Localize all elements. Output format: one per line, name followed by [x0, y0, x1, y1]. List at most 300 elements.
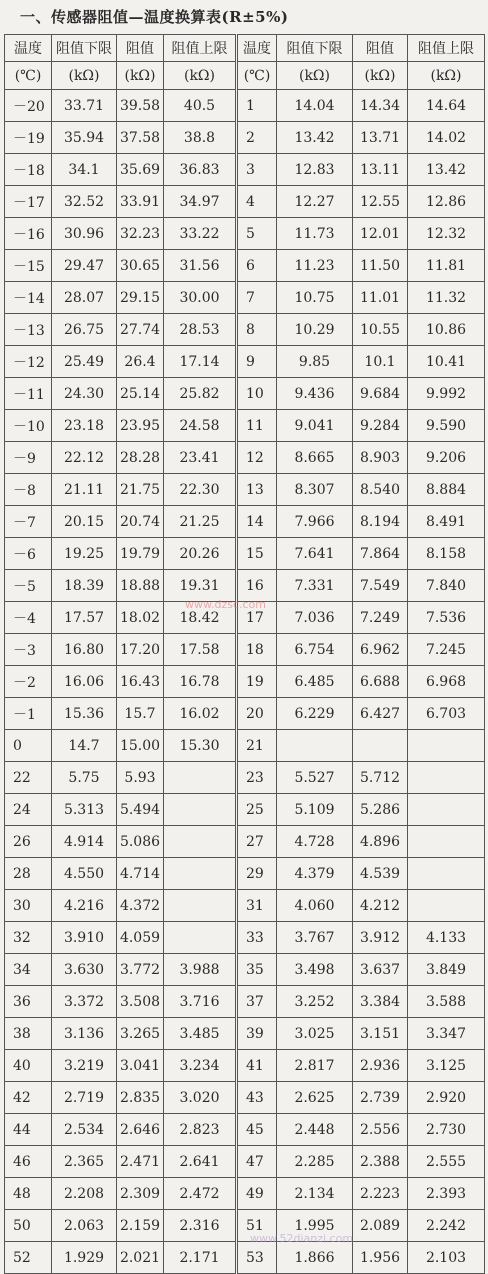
resistance-cell: 23.95	[117, 410, 164, 442]
resistance-cell: 16.06	[52, 666, 117, 698]
resistance-cell	[164, 826, 237, 858]
temperature-cell: 33	[237, 922, 277, 954]
resistance-cell	[164, 858, 237, 890]
resistance-cell: 17.58	[164, 634, 237, 666]
resistance-cell: 2.309	[117, 1178, 164, 1210]
header-row-labels	[5, 35, 485, 62]
table-row	[5, 634, 485, 666]
resistance-cell: 2.223	[353, 1178, 408, 1210]
resistance-cell: 3.020	[164, 1082, 237, 1114]
resistance-cell: 34.1	[52, 154, 117, 186]
temperature-cell: －18	[5, 154, 52, 186]
watermark: www.dzsc.com	[185, 598, 267, 611]
resistance-cell: 1.956	[353, 1242, 408, 1274]
table-row	[5, 442, 485, 474]
resistance-cell: 24.58	[164, 410, 237, 442]
resistance-cell: 5.712	[353, 762, 408, 794]
resistance-cell: 12.01	[353, 218, 408, 250]
resistance-cell: 31.56	[164, 250, 237, 282]
temperature-cell: 13	[237, 474, 277, 506]
resistance-cell: 29.15	[117, 282, 164, 314]
resistance-cell: 2.646	[117, 1114, 164, 1146]
resistance-cell: 4.133	[408, 922, 485, 954]
table-row	[5, 154, 485, 186]
table-row	[5, 1018, 485, 1050]
table-row	[5, 1082, 485, 1114]
table-row	[5, 410, 485, 442]
resistance-cell: 7.966	[277, 506, 353, 538]
resistance-cell: 30.00	[164, 282, 237, 314]
resistance-cell: 33.22	[164, 218, 237, 250]
resistance-cell: 7.864	[353, 538, 408, 570]
table-row	[5, 218, 485, 250]
resistance-cell: 6.703	[408, 698, 485, 730]
resistance-cell: 3.767	[277, 922, 353, 954]
resistance-cell: 35.94	[52, 122, 117, 154]
temperature-cell: 5	[237, 218, 277, 250]
resistance-cell: 32.52	[52, 186, 117, 218]
resistance-cell: 10.75	[277, 282, 353, 314]
resistance-cell: 9.284	[353, 410, 408, 442]
table-row	[5, 794, 485, 826]
resistance-cell	[353, 730, 408, 762]
resistance-cell: 4.060	[277, 890, 353, 922]
resistance-cell: 40.5	[164, 90, 237, 122]
table-row	[5, 282, 485, 314]
resistance-cell: 39.58	[117, 90, 164, 122]
resistance-cell: 6.229	[277, 698, 353, 730]
table-row	[5, 186, 485, 218]
resistance-cell: 1.995	[277, 1210, 353, 1242]
resistance-cell: 3.508	[117, 986, 164, 1018]
header-cell: 阻值上限	[164, 35, 237, 62]
resistance-cell: 2.739	[353, 1082, 408, 1114]
table-row	[5, 250, 485, 282]
resistance-cell: 3.498	[277, 954, 353, 986]
resistance-cell: 7.536	[408, 602, 485, 634]
resistance-cell: 6.427	[353, 698, 408, 730]
resistance-cell: 3.151	[353, 1018, 408, 1050]
temperature-cell: 12	[237, 442, 277, 474]
resistance-cell: 3.912	[353, 922, 408, 954]
resistance-cell: 2.730	[408, 1114, 485, 1146]
resistance-cell: 4.550	[52, 858, 117, 890]
table-row	[5, 314, 485, 346]
resistance-cell: 2.936	[353, 1050, 408, 1082]
temperature-cell: 14	[237, 506, 277, 538]
temperature-cell: －1	[5, 698, 52, 730]
table-row	[5, 538, 485, 570]
resistance-cell: 9.992	[408, 378, 485, 410]
temperature-cell: 10	[237, 378, 277, 410]
resistance-cell	[408, 826, 485, 858]
resistance-cell	[164, 890, 237, 922]
header-cell: 温度	[237, 35, 277, 62]
temperature-cell: 28	[5, 858, 52, 890]
resistance-cell: 10.1	[353, 346, 408, 378]
resistance-cell: 11.73	[277, 218, 353, 250]
resistance-cell: 6.962	[353, 634, 408, 666]
resistance-cell: 3.025	[277, 1018, 353, 1050]
resistance-cell: 29.47	[52, 250, 117, 282]
resistance-cell: 16.02	[164, 698, 237, 730]
resistance-cell: 8.307	[277, 474, 353, 506]
resistance-cell: 9.590	[408, 410, 485, 442]
resistance-cell: 17.57	[52, 602, 117, 634]
temperature-cell: 19	[237, 666, 277, 698]
resistance-cell: 25.14	[117, 378, 164, 410]
temperature-cell: 31	[237, 890, 277, 922]
resistance-cell: 14.34	[353, 90, 408, 122]
resistance-cell: 8.491	[408, 506, 485, 538]
table-row	[5, 986, 485, 1018]
resistance-cell: 2.171	[164, 1242, 237, 1274]
temperature-cell: －20	[5, 90, 52, 122]
resistance-cell: 3.265	[117, 1018, 164, 1050]
temperature-cell: 42	[5, 1082, 52, 1114]
resistance-cell: 32.23	[117, 218, 164, 250]
resistance-cell: 9.684	[353, 378, 408, 410]
temperature-cell: －19	[5, 122, 52, 154]
header-cell: 温度	[5, 35, 52, 62]
temperature-cell: 36	[5, 986, 52, 1018]
resistance-cell: 3.372	[52, 986, 117, 1018]
resistance-cell: 16.80	[52, 634, 117, 666]
temperature-cell: 11	[237, 410, 277, 442]
resistance-cell: 10.41	[408, 346, 485, 378]
resistance-cell: 35.69	[117, 154, 164, 186]
table-row	[5, 666, 485, 698]
resistance-cell	[164, 794, 237, 826]
header-unit-cell: (kΩ)	[164, 62, 237, 90]
temperature-cell: －5	[5, 570, 52, 602]
resistance-cell: 13.42	[277, 122, 353, 154]
resistance-cell: 24.30	[52, 378, 117, 410]
temperature-cell: 26	[5, 826, 52, 858]
footer-watermark: www.52dianzi.com	[250, 1232, 354, 1245]
temperature-cell: 7	[237, 282, 277, 314]
header-unit-cell: (kΩ)	[277, 62, 353, 90]
resistance-cell: 3.988	[164, 954, 237, 986]
resistance-cell: 2.134	[277, 1178, 353, 1210]
resistance-cell: 3.234	[164, 1050, 237, 1082]
resistance-cell	[164, 762, 237, 794]
resistance-cell: 12.27	[277, 186, 353, 218]
resistance-cell	[408, 890, 485, 922]
resistance-cell: 10.29	[277, 314, 353, 346]
temperature-cell: －17	[5, 186, 52, 218]
resistance-cell	[164, 922, 237, 954]
resistance-cell: 3.347	[408, 1018, 485, 1050]
resistance-cell: 12.55	[353, 186, 408, 218]
resistance-cell: 2.159	[117, 1210, 164, 1242]
resistance-cell: 5.75	[52, 762, 117, 794]
temperature-cell: 0	[5, 730, 52, 762]
resistance-cell: 27.74	[117, 314, 164, 346]
resistance-cell: 14.04	[277, 90, 353, 122]
header-row-units	[5, 62, 485, 90]
resistance-cell: 8.158	[408, 538, 485, 570]
temperature-cell: 51	[237, 1210, 277, 1242]
temperature-cell: －10	[5, 410, 52, 442]
resistance-cell: 30.96	[52, 218, 117, 250]
resistance-cell: 13.71	[353, 122, 408, 154]
resistance-cell: 2.393	[408, 1178, 485, 1210]
temperature-cell: －16	[5, 218, 52, 250]
header-cell: 阻值下限	[52, 35, 117, 62]
resistance-cell: 2.555	[408, 1146, 485, 1178]
resistance-cell: 2.285	[277, 1146, 353, 1178]
temperature-cell: 4	[237, 186, 277, 218]
table-row	[5, 762, 485, 794]
temperature-cell: 44	[5, 1114, 52, 1146]
resistance-cell: 25.49	[52, 346, 117, 378]
resistance-cell: 33.91	[117, 186, 164, 218]
resistance-cell: 2.641	[164, 1146, 237, 1178]
temperature-cell: 9	[237, 346, 277, 378]
resistance-cell: 4.379	[277, 858, 353, 890]
temperature-cell: 15	[237, 538, 277, 570]
temperature-cell: －7	[5, 506, 52, 538]
resistance-cell: 11.50	[353, 250, 408, 282]
resistance-cell: 10.55	[353, 314, 408, 346]
temperature-cell: 38	[5, 1018, 52, 1050]
header-unit-cell: (℃)	[237, 62, 277, 90]
resistance-cell: 2.089	[353, 1210, 408, 1242]
resistance-cell	[408, 794, 485, 826]
resistance-cell: 12.32	[408, 218, 485, 250]
table-row	[5, 1114, 485, 1146]
temperature-cell: 52	[5, 1242, 52, 1274]
resistance-cell: 21.25	[164, 506, 237, 538]
resistance-cell: 26.75	[52, 314, 117, 346]
resistance-cell: 2.365	[52, 1146, 117, 1178]
resistance-cell	[408, 858, 485, 890]
temperature-cell: 48	[5, 1178, 52, 1210]
temperature-cell: 46	[5, 1146, 52, 1178]
resistance-cell: 19.31	[164, 570, 237, 602]
resistance-cell: 11.23	[277, 250, 353, 282]
resistance-cell: 18.02	[117, 602, 164, 634]
table-row	[5, 570, 485, 602]
resistance-cell: 8.884	[408, 474, 485, 506]
resistance-cell: 28.28	[117, 442, 164, 474]
resistance-cell: 7.249	[353, 602, 408, 634]
table-row	[5, 1146, 485, 1178]
resistance-cell: 4.216	[52, 890, 117, 922]
resistance-cell: 5.086	[117, 826, 164, 858]
table-row	[5, 1242, 485, 1274]
table-row	[5, 122, 485, 154]
table-row	[5, 90, 485, 122]
resistance-cell: 20.15	[52, 506, 117, 538]
resistance-cell: 36.83	[164, 154, 237, 186]
resistance-cell: 3.252	[277, 986, 353, 1018]
resistance-cell: 20.26	[164, 538, 237, 570]
temperature-cell: －14	[5, 282, 52, 314]
table-row	[5, 698, 485, 730]
resistance-cell: 23.41	[164, 442, 237, 474]
resistance-cell: 2.823	[164, 1114, 237, 1146]
header-unit-cell: (kΩ)	[117, 62, 164, 90]
table-row	[5, 474, 485, 506]
temperature-cell: 30	[5, 890, 52, 922]
table-row	[5, 1210, 485, 1242]
resistance-cell: 7.641	[277, 538, 353, 570]
resistance-cell: 10.86	[408, 314, 485, 346]
temperature-cell: 16	[237, 570, 277, 602]
temperature-cell: －6	[5, 538, 52, 570]
header-cell: 阻值	[353, 35, 408, 62]
header-cell: 阻值	[117, 35, 164, 62]
resistance-cell: 3.910	[52, 922, 117, 954]
resistance-cell: 28.53	[164, 314, 237, 346]
resistance-cell: 16.78	[164, 666, 237, 698]
resistance-cell: 22.12	[52, 442, 117, 474]
resistance-cell: 4.728	[277, 826, 353, 858]
temperature-cell: 35	[237, 954, 277, 986]
resistance-cell: 6.754	[277, 634, 353, 666]
resistance-cell: 3.630	[52, 954, 117, 986]
resistance-cell: 18.42	[164, 602, 237, 634]
resistance-cell: 3.384	[353, 986, 408, 1018]
resistance-cell: 14.7	[52, 730, 117, 762]
resistance-cell: 9.041	[277, 410, 353, 442]
resistance-cell: 6.968	[408, 666, 485, 698]
table-row	[5, 890, 485, 922]
temperature-cell: －9	[5, 442, 52, 474]
resistance-cell: 7.036	[277, 602, 353, 634]
resistance-cell: 30.65	[117, 250, 164, 282]
temperature-cell: 6	[237, 250, 277, 282]
resistance-cell: 15.30	[164, 730, 237, 762]
temperature-cell: 3	[237, 154, 277, 186]
temperature-cell: 2	[237, 122, 277, 154]
resistance-cell: 3.772	[117, 954, 164, 986]
temperature-cell: 1	[237, 90, 277, 122]
resistance-cell: 5.286	[353, 794, 408, 826]
resistance-cell: 3.219	[52, 1050, 117, 1082]
table-row	[5, 954, 485, 986]
header-cell: 阻值上限	[408, 35, 485, 62]
table-row	[5, 1178, 485, 1210]
temperature-cell: －2	[5, 666, 52, 698]
resistance-cell: 28.07	[52, 282, 117, 314]
resistance-cell: 3.588	[408, 986, 485, 1018]
table-row	[5, 378, 485, 410]
resistance-cell: 1.929	[52, 1242, 117, 1274]
temperature-cell: 20	[237, 698, 277, 730]
temperature-cell: 50	[5, 1210, 52, 1242]
temperature-cell: 43	[237, 1082, 277, 1114]
resistance-cell: 2.103	[408, 1242, 485, 1274]
resistance-cell: 9.206	[408, 442, 485, 474]
resistance-cell: 5.313	[52, 794, 117, 826]
resistance-cell	[408, 762, 485, 794]
resistance-cell: 2.471	[117, 1146, 164, 1178]
resistance-cell: 2.208	[52, 1178, 117, 1210]
resistance-cell: 5.527	[277, 762, 353, 794]
resistance-cell: 5.93	[117, 762, 164, 794]
table-row	[5, 858, 485, 890]
resistance-cell: 2.448	[277, 1114, 353, 1146]
temperature-cell: 39	[237, 1018, 277, 1050]
resistance-cell: 3.637	[353, 954, 408, 986]
table-row	[5, 506, 485, 538]
resistance-cell: 14.64	[408, 90, 485, 122]
resistance-cell: 33.71	[52, 90, 117, 122]
resistance-cell: 4.059	[117, 922, 164, 954]
page-title: 一、传感器阻值—温度换算表(R±5%)	[20, 8, 289, 26]
table-row	[5, 730, 485, 762]
resistance-cell: 4.539	[353, 858, 408, 890]
resistance-cell: 25.82	[164, 378, 237, 410]
temperature-cell: 18	[237, 634, 277, 666]
temperature-cell: 22	[5, 762, 52, 794]
resistance-cell: 2.719	[52, 1082, 117, 1114]
header-unit-cell: (℃)	[5, 62, 52, 90]
temperature-cell: －12	[5, 346, 52, 378]
resistance-cell: 17.14	[164, 346, 237, 378]
resistance-cell: 2.316	[164, 1210, 237, 1242]
table-row	[5, 346, 485, 378]
resistance-cell: 7.549	[353, 570, 408, 602]
resistance-cell: 12.83	[277, 154, 353, 186]
resistance-cell: 5.494	[117, 794, 164, 826]
resistance-cell: 7.840	[408, 570, 485, 602]
resistance-cell: 4.896	[353, 826, 408, 858]
resistance-cell: 21.11	[52, 474, 117, 506]
resistance-cell: 23.18	[52, 410, 117, 442]
resistance-cell: 3.716	[164, 986, 237, 1018]
resistance-cell: 11.32	[408, 282, 485, 314]
temperature-cell: 23	[237, 762, 277, 794]
temperature-cell: 37	[237, 986, 277, 1018]
resistance-cell: 4.714	[117, 858, 164, 890]
resistance-cell: 20.74	[117, 506, 164, 538]
temperature-cell: －13	[5, 314, 52, 346]
temperature-cell: －4	[5, 602, 52, 634]
table-row	[5, 826, 485, 858]
table-row	[5, 922, 485, 954]
temperature-cell: 53	[237, 1242, 277, 1274]
resistance-temperature-table	[4, 34, 485, 1274]
temperature-cell: 49	[237, 1178, 277, 1210]
resistance-cell: 22.30	[164, 474, 237, 506]
resistance-cell: 2.472	[164, 1178, 237, 1210]
resistance-cell: 11.81	[408, 250, 485, 282]
temperature-cell: 27	[237, 826, 277, 858]
resistance-cell: 15.00	[117, 730, 164, 762]
header-unit-cell: (kΩ)	[52, 62, 117, 90]
temperature-cell: 41	[237, 1050, 277, 1082]
resistance-cell: 1.866	[277, 1242, 353, 1274]
temperature-cell: －8	[5, 474, 52, 506]
resistance-cell: 3.125	[408, 1050, 485, 1082]
temperature-cell: 25	[237, 794, 277, 826]
resistance-cell: 3.136	[52, 1018, 117, 1050]
temperature-cell: －15	[5, 250, 52, 282]
temperature-cell: 21	[237, 730, 277, 762]
resistance-cell: 2.534	[52, 1114, 117, 1146]
resistance-cell: 38.8	[164, 122, 237, 154]
resistance-cell: 13.42	[408, 154, 485, 186]
temperature-cell: 24	[5, 794, 52, 826]
resistance-cell: 2.388	[353, 1146, 408, 1178]
resistance-cell: 2.242	[408, 1210, 485, 1242]
resistance-cell: 15.7	[117, 698, 164, 730]
resistance-cell: 19.25	[52, 538, 117, 570]
